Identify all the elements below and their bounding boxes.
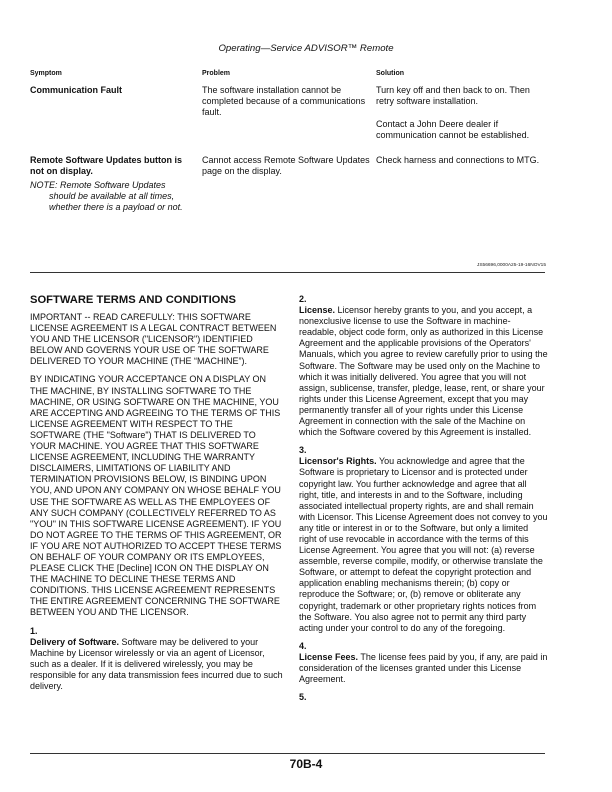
- terms-left-column: [30, 294, 283, 699]
- solution-cell: [376, 155, 549, 213]
- symptom-text: Remote Software Updates button is not on display.: [30, 155, 183, 176]
- solution-text: Contact a John Deere dealer if communication cannot be established.: [376, 119, 530, 140]
- clause-paragraph: [299, 456, 548, 634]
- document-id: JS56696,0000A25-19-16NOV15: [476, 263, 546, 268]
- clause-paragraph: [299, 652, 548, 685]
- clause-number: 1.: [30, 625, 38, 636]
- symptom-cell: [30, 155, 202, 213]
- clause-paragraph: [30, 637, 283, 692]
- section-divider: [30, 272, 545, 273]
- note-line: NOTE: Remote Software Updates: [30, 180, 166, 190]
- running-header: Operating—Service ADVISOR™ Remote: [218, 43, 394, 54]
- terms-right-column: [299, 294, 548, 703]
- table-header-row: [30, 70, 549, 85]
- clause-heading: Delivery of Software.: [30, 636, 120, 647]
- problem-cell: Cannot access Remote Software Updates page on the display.: [202, 155, 370, 176]
- clause-text: Licensor hereby grants to you, and you accept, a nonexclusive license to use the Software in machine-readable, object code form, only as authorized in this License Agreement and the applicable provisions of the Operators' Manuals, which you agree to review carefully prior to using the Software. The Software may be used only on the Machine to which it was initially delivered. You agree that you will not assign, sublicense, transfer, pledge, lease, rent, or share your rights under this License Agreement, except that you may permanently transfer all of your rights under this License Agreement in connection with the sale of the Machine on which the Software covered by this Agreement is installed.: [299, 305, 548, 438]
- solution-cell: [376, 85, 549, 141]
- clause-heading: Licensor's Rights.: [299, 456, 377, 467]
- terms-paragraph: BY INDICATING YOUR ACCEPTANCE ON A DISPLAY ON THE MACHINE, BY INSTALLING SOFTWARE TO THE MACHINE, OR USING SOFTWARE ON THE MACHINE, YOU ARE ACCEPTING AND AGREEING TO THE TERMS OF THIS LICENSE AGREEMENT WITH RESPECT TO THE SOFTWARE (THE "Software") THAT IS DELIVERED TO YOUR MACHINE. YOU AGREE THAT THIS SOFTWARE LICENSE AGREEMENT, INCLUDING THE WARRANTY DISCLAIMERS, LIMITATIONS OF LIABILITY AND TERMINATION PROVISIONS BELOW, IS BINDING UPON YOU, AND UPON ANY COMPANY ON WHOSE BEHALF YOU USE THE SOFTWARE AS WELL AS THE EMPLOYEES OF ANY SUCH COMPANY (COLLECTIVELY REFERRED TO AS "YOU" IN THIS SOFTWARE LICENSE AGREEMENT). IF YOU DO NOT AGREE TO THE TERMS OF THIS AGREEMENT, OR IF YOU ARE NOT AUTHORIZED TO ACCEPT THESE TERMS ON BEHALF OF YOUR COMPANY OR ITS EMPLOYEES, PLEASE CLICK THE [Decline] ICON ON THE DISPLAY ON THE MACHINE TO DECLINE THESE TERMS AND CONDITIONS. THIS LICENSE AGREEMENT REPRESENTS THE ENTIRE AGREEMENT CONCERNING THE SOFTWARE BETWEEN YOU AND THE LICENSOR.: [30, 374, 282, 618]
- troubleshooting-table: [30, 70, 549, 213]
- clause-number: 3.: [299, 445, 307, 456]
- clause-number: 5.: [299, 692, 307, 703]
- clause-text: You acknowledge and agree that the Software is proprietary to Licensor and is protected under copyright law. You further acknowledge and agree that all right, title, and interests in and to the Software, including associated intellectual property rights, are and shall remain with Licensor. This License Agreement does not convey to you any title or interest in or to the Software, but only a limited right of use revocable in accordance with the terms of this License Agreement. You agree that you will not: (a) reverse assemble, reverse compile, modify, or otherwise translate the Software, or attempt to defeat the copyright protection and application enabling mechanisms therein; (b) copy or reproduce the Software; or, (b) remove or obliterate any copyright, trademark or other proprietary rights notices from the Software. You also agree not to permit any third party acting under your control to do any of the foregoing.: [299, 456, 548, 633]
- problem-cell: The software installation cannot be completed because of a communications fault.: [202, 85, 366, 117]
- clause-number: 2.: [299, 294, 307, 304]
- problem-column-header: Problem: [202, 70, 231, 77]
- note-line: whether there is a payload or not.: [49, 202, 183, 212]
- clause-heading: License.: [299, 305, 336, 316]
- page-number: 70B-4: [289, 757, 323, 771]
- solution-column-header: Solution: [376, 70, 404, 77]
- section-title: SOFTWARE TERMS AND CONDITIONS: [30, 294, 236, 306]
- solution-text: Check harness and connections to MTG.: [376, 155, 540, 165]
- solution-text: Turn key off and then back to on. Then retry software installation.: [376, 85, 530, 106]
- symptom-note: [30, 180, 198, 213]
- footer-divider: [30, 753, 545, 754]
- table-row: [30, 155, 549, 213]
- clause-text: Software may be delivered to your Machine by Licensor wirelessly or via an agent of Licensor, such as a dealer. If it is delivered wirelessly, you may be responsible for any data transmission fees incurred due to such delivery.: [30, 636, 283, 691]
- symptom-cell: Communication Fault: [30, 85, 122, 95]
- symptom-column-header: Symptom: [30, 70, 62, 77]
- clause-heading: License Fees.: [299, 651, 359, 662]
- table-row: [30, 85, 549, 141]
- clause-paragraph: [299, 305, 548, 438]
- note-line: should be available at all times,: [49, 191, 175, 201]
- clause-number: 4.: [299, 640, 307, 651]
- terms-paragraph: IMPORTANT -- READ CAREFULLY: THIS SOFTWARE LICENSE AGREEMENT IS A LEGAL CONTRACT BETWEEN YOU AND THE LICENSOR ("LICENSOR") IDENTIFIED BELOW AND GOVERNS YOUR USE OF THE SOFTWARE DELIVERED TO YOUR MACHINE (THE “MACHINE”).: [30, 312, 277, 367]
- clause-text: The license fees paid by you, if any, are paid in consideration of the licenses granted under this License Agreement.: [299, 651, 548, 685]
